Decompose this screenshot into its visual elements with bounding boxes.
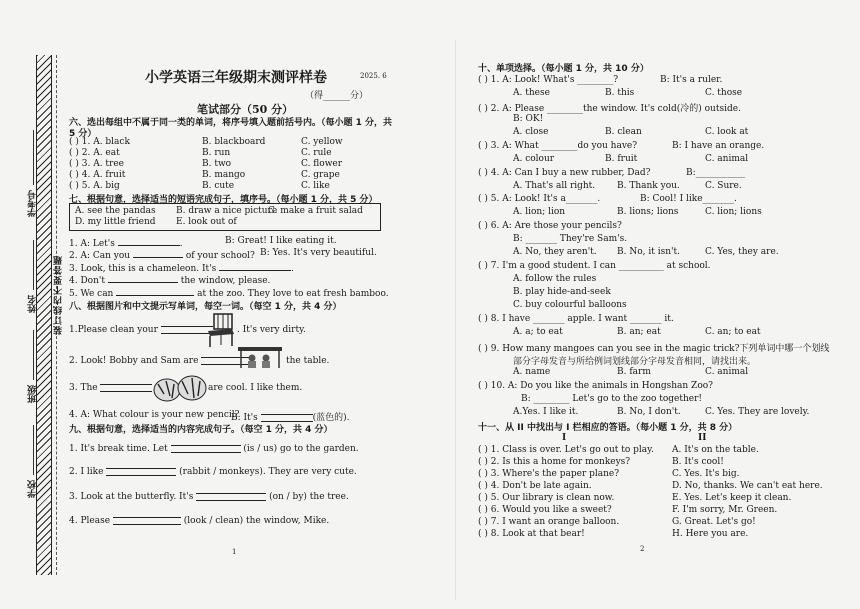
binding-warning: 装订线内不要答题 [54, 255, 64, 335]
s10-q7-opt-a: A. follow the rules [513, 274, 597, 284]
s10-q8-opt-a: A. a; to eat [513, 327, 563, 337]
s6-row-5-a: ( ) 5. A. big [69, 181, 120, 191]
s10-q3-b: B: I have an orange. [672, 141, 765, 151]
s10-q8-opt-c: C. an; to eat [705, 327, 761, 337]
s6-row-4-a: ( ) 4. A. fruit [69, 170, 126, 180]
score-field: （得______分） [305, 91, 369, 101]
s7-q1-response: B: Great! I like eating it. [225, 236, 337, 246]
s6-row-4-b: B. mango [202, 170, 246, 180]
s7-q2: 2. A: Can you of your school? [69, 248, 255, 261]
s10-q10-opt-c: C. Yes. They are lovely. [705, 407, 810, 417]
page-number-2: 2 [640, 545, 645, 553]
s6-row-3-b: B. two [202, 159, 232, 169]
s10-q7: ( ) 7. I'm a good student. I can __________ at school. [478, 261, 711, 271]
s6-row-5-c: C. like [301, 181, 330, 191]
answer-blank[interactable] [133, 248, 183, 258]
s6-title-cont: 5 分） [69, 129, 97, 139]
s6-row-3-a: ( ) 3. A. tree [69, 159, 124, 169]
s10-q2-opt-a: A. close [513, 127, 549, 137]
page-title: 小学英语三年级期末测评样卷 [145, 70, 327, 86]
s10-q9-opt-c: C. animal [705, 367, 749, 377]
s6-row-2-b: B. run [202, 148, 231, 158]
tigers-picture-icon [152, 372, 208, 404]
s7-option-c: C. make a fruit salad [268, 206, 363, 216]
label-name: 姓名 [28, 295, 38, 313]
s10-q10: ( ) 10. A: Do you like the animals in Hongshan Zoo? [478, 381, 713, 391]
s8-q3-end: are cool. I like them. [208, 383, 303, 393]
s10-q6-b: B: _______ They're Sam's. [513, 234, 628, 244]
s11-row-1-i: ( ) 1. Class is over. Let's go out to play. [478, 445, 654, 455]
s11-row-5-ii: E. Yes. Let's keep it clean. [672, 493, 792, 503]
s11-column-i: I [562, 433, 567, 443]
s11-row-2-i: ( ) 2. Is this a home for monkeys? [478, 457, 631, 467]
s11-row-5-i: ( ) 5. Our library is clean now. [478, 493, 615, 503]
answer-blank[interactable] [108, 273, 178, 283]
s11-row-6-i: ( ) 6. Would you like a sweet? [478, 505, 612, 515]
s10-q8-opt-b: B. an; eat [617, 327, 661, 337]
s10-q2-opt-b: B. clean [605, 127, 642, 137]
s10-q5-opt-c: C. lion; lions [705, 207, 762, 217]
s10-q1-b: B: It's a ruler. [660, 75, 723, 85]
s11-row-1-ii: A. It's on the table. [672, 445, 759, 455]
label-class: 班级 [28, 385, 38, 403]
s10-q4-b: B:___________ [686, 168, 746, 178]
s11-column-ii: II [698, 433, 707, 443]
s6-row-2-a: ( ) 2. A. eat [69, 148, 120, 158]
s10-q2-opt-c: C. look at [705, 127, 749, 137]
s11-row-8-i: ( ) 8. Look at that bear! [478, 529, 585, 539]
s8-title: 八、根据图片和中文提示写单词，每空一词。（每空 1 分，共 4 分） [69, 302, 342, 312]
binding-strip [0, 0, 64, 609]
s11-row-6-ii: F. I'm sorry, Mr. Green. [672, 505, 778, 515]
s7-q5: 5. We can at the zoo. They love to eat fresh bamboo. [69, 286, 389, 299]
chair-picture-icon [205, 312, 237, 348]
s6-row-3-c: C. flower [301, 159, 343, 169]
s7-q3: 3. Look, this is a chameleon. It's . [69, 261, 294, 274]
exam-date: 2025. 6 [360, 72, 387, 80]
s11-row-4-i: ( ) 4. Don't be late again. [478, 481, 592, 491]
s10-q8: ( ) 8. I have _______ apple. I want _______ it. [478, 314, 674, 324]
s8-q1: 1.Please clean your [69, 325, 213, 335]
s11-row-7-ii: G. Great. Let's go! [672, 517, 756, 527]
s8-q4-answer: B: It's (蓝色的). [231, 413, 350, 423]
s6-row-1-c: C. yellow [301, 137, 343, 147]
s8-q2-end: the table. [286, 356, 330, 366]
s10-q9-opt-b: B. farm [617, 367, 651, 377]
answer-blank[interactable] [118, 236, 180, 246]
s10-q5: ( ) 5. A: Look! It's a_______. [478, 194, 601, 204]
s10-q1-opt-b: B. this [605, 88, 635, 98]
s10-q4-opt-c: C. Sure. [705, 181, 742, 191]
s10-q5-b: B: Cool! I like_______. [640, 194, 737, 204]
s7-option-d: D. my little friend [75, 217, 156, 227]
s11-row-3-ii: C. Yes. It's big. [672, 469, 740, 479]
s6-row-2-c: C. rule [301, 148, 332, 158]
answer-lines[interactable] [196, 493, 266, 501]
label-school: 学校 [28, 480, 38, 498]
s6-row-5-b: B. cute [202, 181, 235, 191]
s10-q4-opt-a: A. That's all right. [513, 181, 596, 191]
s11-row-8-ii: H. Here you are. [672, 529, 749, 539]
s7-option-a: A. see the pandas [75, 206, 156, 216]
s11-row-4-ii: D. No, thanks. We can't eat here. [672, 481, 823, 491]
s10-q6: ( ) 6. A: Are those your pencils? [478, 221, 622, 231]
s10-q1: ( ) 1. A: Look! What's ________? [478, 75, 619, 85]
s6-row-1-b: B. blackboard [202, 137, 266, 147]
s10-q2-b: B: OK! [513, 114, 544, 124]
s11-row-3-i: ( ) 3. Where's the paper plane? [478, 469, 620, 479]
s6-row-4-c: C. grape [301, 170, 340, 180]
s10-q9-opt-a: A. name [513, 367, 551, 377]
s10-q6-opt-a: A. No, they aren't. [513, 247, 597, 257]
s7-q1: 1. A: Let's . [69, 236, 183, 249]
s7-q4: 4. Don't the window, please. [69, 273, 270, 286]
s10-q1-opt-c: C. those [705, 88, 743, 98]
s9-q3: 3. Look at the butterfly. It's (on / by) the tree. [69, 492, 349, 502]
s10-q9-b: 部分字母发音与所给例词划线部分字母发音相同，请找出来。 [513, 357, 757, 367]
s8-q1-end: . It's very dirty. [237, 325, 306, 335]
s10-q4: ( ) 4. A: Can I buy a new rubber, Dad? [478, 168, 651, 178]
answer-lines[interactable] [100, 384, 152, 392]
s10-q3: ( ) 3. A: What ________do you have? [478, 141, 638, 151]
s10-q10-b: B: ________ Let's go to the zoo together! [521, 394, 702, 404]
s7-q2-response: B: Yes. It's very beautiful. [260, 248, 377, 258]
s10-q6-opt-c: C. Yes, they are. [705, 247, 779, 257]
s9-q2: 2. I like (rabbit / monkeys). They are very cute. [69, 467, 357, 477]
s10-q10-opt-b: B. No, I don't. [617, 407, 681, 417]
s10-title: 十、单项选择。（每小题 1 分，共 10 分） [478, 64, 649, 74]
answer-lines[interactable] [261, 414, 313, 422]
s10-q5-opt-a: A. lion; lion [513, 207, 566, 217]
s7-option-b: B. draw a nice picture [176, 206, 278, 216]
s10-q3-opt-a: A. colour [513, 154, 555, 164]
s7-title: 七、根据句意，选择适当的短语完成句子，填序号。（每小题 1 分，共 5 分） [69, 195, 378, 205]
answer-lines[interactable] [113, 517, 181, 525]
s10-q3-opt-b: B. fruit [605, 154, 638, 164]
s11-row-7-i: ( ) 7. I want an orange balloon. [478, 517, 620, 527]
answer-lines[interactable] [171, 445, 241, 453]
s6-row-1-a: ( ) 1. A. black [69, 137, 130, 147]
s11-row-2-ii: B. It's cool! [672, 457, 724, 467]
written-section-heading: 笔试部分（50 分） [197, 103, 294, 116]
s10-q1-opt-a: A. these [513, 88, 550, 98]
s8-q3: 3. The [69, 383, 152, 393]
s10-q9: ( ) 9. How many mangoes can you see in the magic trick?下列单词中哪一个划线 [478, 344, 830, 354]
label-student-number: 学考号 [28, 190, 38, 217]
s9-title: 九、根据句意，选择适当的内容完成句子。（每空 1 分，共 4 分） [69, 425, 333, 435]
s9-q1: 1. It's break time. Let (is / us) go to the garden. [69, 444, 359, 454]
s7-option-e: E. look out of [176, 217, 237, 227]
s10-q7-opt-b: B. play hide-and-seek [513, 287, 611, 297]
s8-q4-question: 4. A: What colour is your new pencil? [69, 410, 240, 420]
children-under-table-picture-icon [236, 343, 284, 369]
s10-q5-opt-b: B. lions; lions [617, 207, 679, 217]
s10-q10-opt-a: A.Yes. I like it. [513, 407, 579, 417]
s10-q6-opt-b: B. No, it isn't. [617, 247, 680, 257]
page-number-1: 1 [232, 548, 237, 556]
answer-lines[interactable] [106, 468, 176, 476]
s11-title: 十一、从 II 中找出与 I 栏相应的答语。（每小题 1 分，共 8 分） [478, 423, 738, 433]
s10-q4-opt-b: B. Thank you. [617, 181, 680, 191]
s10-q7-opt-c: C. buy colourful balloons [513, 300, 627, 310]
answer-blank[interactable] [116, 286, 194, 296]
answer-blank[interactable] [219, 261, 291, 271]
s10-q2: ( ) 2. A: Please ________the window. It's cold(冷的) outside. [478, 104, 741, 114]
s9-q4: 4. Please (look / clean) the window, Mike. [69, 516, 330, 526]
s10-q3-opt-c: C. animal [705, 154, 749, 164]
s6-title: 六、选出每组中不属于同一类的单词，将序号填入题前括号内。（每小题 1 分，共 [69, 118, 393, 128]
s8-q2: 2. Look! Bobby and Sam are [69, 356, 253, 366]
